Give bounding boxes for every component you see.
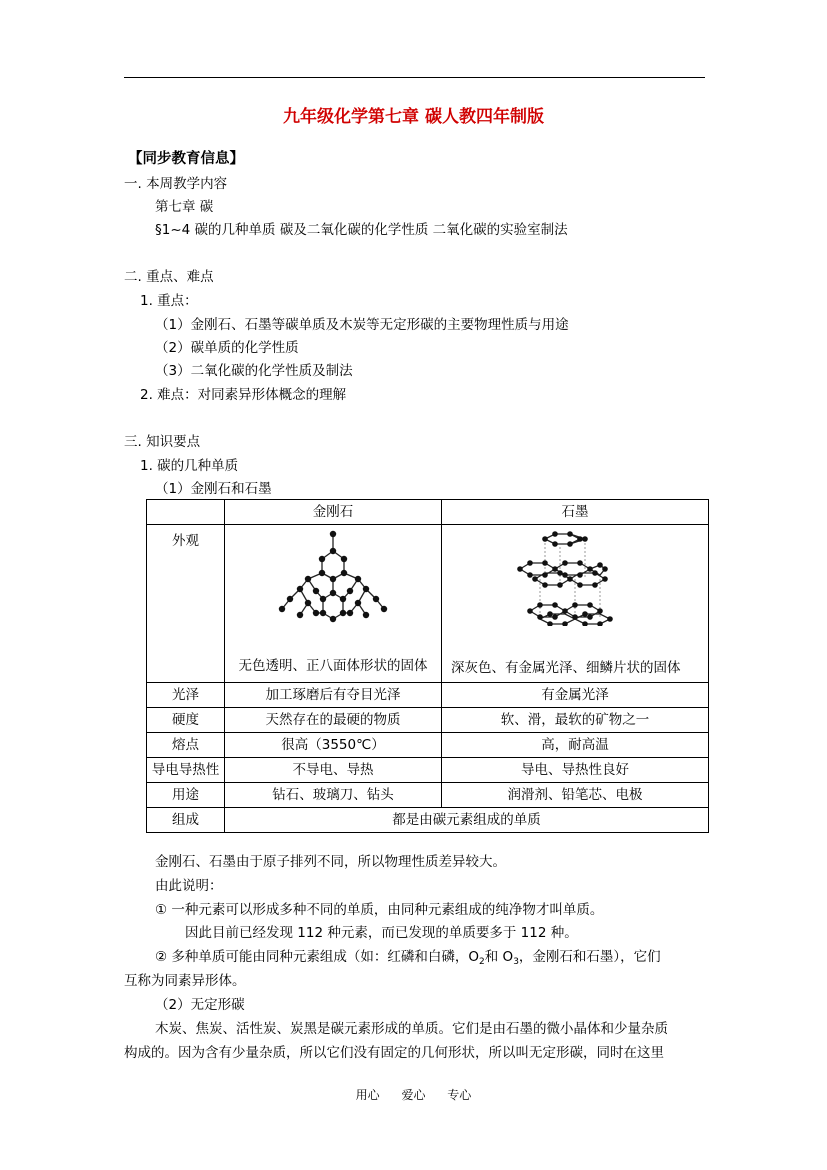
- graphite-value: 高，耐高温: [442, 733, 709, 758]
- s2-item1: （1）金刚石、石墨等碳单质及木炭等无定形碳的主要物理性质与用途: [155, 317, 569, 333]
- composition-value: 都是由碳元素组成的单质: [225, 808, 709, 833]
- s2-item3: （3）二氧化碳的化学性质及制法: [155, 363, 353, 379]
- diamond-structure-image: [278, 529, 388, 627]
- s3-heading: 三. 知识要点: [124, 434, 201, 450]
- row-label: 导电导热性: [147, 758, 225, 783]
- table-header-row: [147, 500, 709, 525]
- col-header-diamond: 金刚石: [225, 500, 442, 525]
- table-row: [147, 733, 709, 758]
- graphite-appearance: 深灰色、有金属光泽、细鳞片状的固体: [451, 660, 681, 676]
- row-label: 外观: [147, 525, 225, 683]
- para-line1: 木炭、焦炭、活性炭、炭黑是碳元素形成的单质。它们是由石墨的微小晶体和少量杂质: [155, 1021, 668, 1037]
- after-line4: 因此目前已经发现 112 种元素，而已发现的单质要多于 112 种。: [185, 925, 578, 941]
- s1-line2: §1~4 碳的几种单质 碳及二氧化碳的化学性质 二氧化碳的实验室制法: [155, 222, 568, 238]
- graphite-value: 软、滑，最软的矿物之一: [442, 708, 709, 733]
- graphite-structure-image: [515, 531, 615, 626]
- header-rule: [124, 77, 705, 78]
- table-row: [147, 708, 709, 733]
- row-label: 硬度: [147, 708, 225, 733]
- appearance-row: [147, 525, 709, 683]
- diamond-value: 天然存在的最硬的物质: [225, 708, 442, 733]
- diamond-value: 加工琢磨后有夺目光泽: [225, 683, 442, 708]
- s2-item2: （2）碳单质的化学性质: [155, 340, 299, 356]
- row-label: 用途: [147, 783, 225, 808]
- composition-row: [147, 808, 709, 833]
- diamond-value: 很高（3550℃）: [225, 733, 442, 758]
- graphite-value: 润滑剂、铅笔芯、电极: [442, 783, 709, 808]
- diamond-value: 不导电、导热: [225, 758, 442, 783]
- after-line1: 金刚石、石墨由于原子排列不同，所以物理性质差异较大。: [155, 854, 506, 870]
- s1-line1: 第七章 碳: [155, 199, 214, 215]
- sub2-heading: （2）无定形碳: [155, 997, 245, 1013]
- row-label: 光泽: [147, 683, 225, 708]
- graphite-value: 导电、导热性良好: [442, 758, 709, 783]
- row-label: 组成: [147, 808, 225, 833]
- after-line3: ① 一种元素可以形成多种不同的单质，由同种元素组成的纯净物才叫单质。: [155, 902, 604, 918]
- graphite-value: 有金属光泽: [442, 683, 709, 708]
- table-row: [147, 683, 709, 708]
- s2-point2: 2. 难点：对同素异形体概念的理解: [140, 387, 347, 403]
- page-footer: 用心 爱心 专心: [355, 1088, 472, 1102]
- col-header-graphite: 石墨: [442, 500, 709, 525]
- s3-sub1: （1）金刚石和石墨: [155, 481, 272, 497]
- s2-heading: 二. 重点、难点: [124, 269, 214, 285]
- s1-heading: 一. 本周教学内容: [124, 176, 228, 192]
- page-title: 九年级化学第七章 碳人教四年制版: [283, 107, 544, 127]
- diamond-value: 钻石、玻璃刀、钻头: [225, 783, 442, 808]
- row-label: 熔点: [147, 733, 225, 758]
- para-line2: 构成的。因为含有少量杂质，所以它们没有固定的几何形状，所以叫无定形碳，同时在这里: [124, 1045, 664, 1061]
- diamond-appearance: 无色透明、正八面体形状的固体: [238, 658, 428, 674]
- diamond-graphite-table: [146, 499, 709, 833]
- s2-point1: 1. 重点：: [140, 293, 198, 309]
- s3-point1: 1. 碳的几种单质: [140, 458, 239, 474]
- after-line6: 互称为同素异形体。: [124, 973, 246, 989]
- section-header: 【同步教育信息】: [128, 151, 244, 167]
- after-line2: 由此说明：: [155, 878, 223, 894]
- after-line5: ② 多种单质可能由同种元素组成（如：红磷和白磷，$O_2$和 $O_3$，金刚石和石墨），它们: [155, 949, 661, 967]
- table-row: [147, 758, 709, 783]
- table-row: [147, 783, 709, 808]
